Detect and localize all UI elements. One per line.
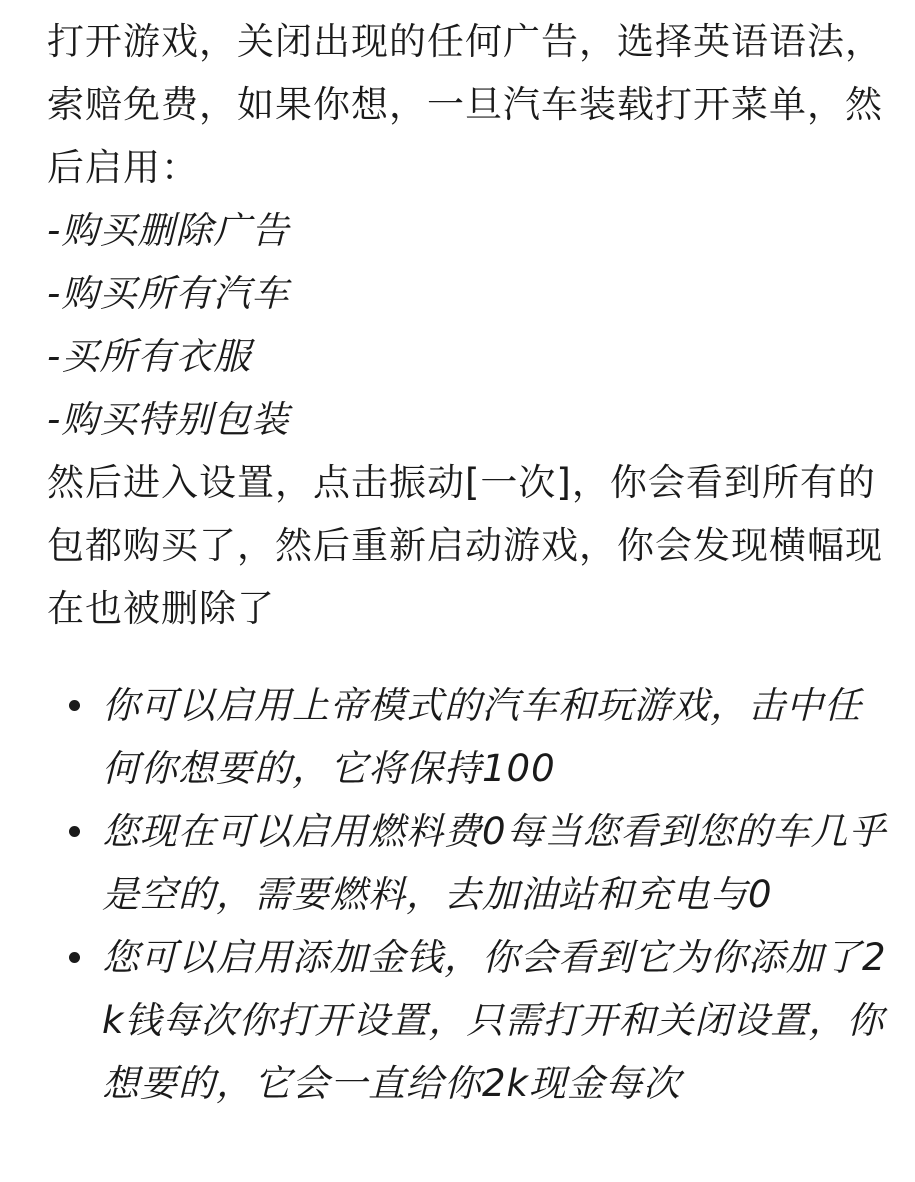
list-item: -购买所有汽车 [47, 272, 290, 315]
list-item: -购买特别包装 [47, 398, 290, 441]
settings-paragraph: 然后进入设置，点击振动[一次]，你会看到所有的包都购买了，然后重新启动游戏，你会发现横幅现在也被删除了 [47, 461, 883, 630]
bullet-text: 你可以启用上帝模式的汽车和玩游戏，击中任何你想要的，它将保持100 [102, 684, 862, 790]
bullet-dot-icon [69, 700, 80, 711]
bullet-text: 您可以启用添加金钱，你会看到它为你添加了2k钱每次你打开设置，只需打开和关闭设置，你想要的，它会一直给你2k现金每次 [102, 936, 887, 1105]
intro-paragraph: 打开游戏，关闭出现的任何广告，选择英语语法，索赔免费，如果你想，一旦汽车装载打开菜单，然后启用： [47, 20, 883, 189]
document-body [47, 10, 887, 1115]
bullet-dot-icon [69, 952, 80, 963]
list-item: -购买删除广告 [47, 209, 290, 252]
bullet-dot-icon [69, 826, 80, 837]
bullet-text: 您现在可以启用燃料费0每当您看到您的车几乎是空的，需要燃料，去加油站和充电与0 [102, 810, 887, 916]
bullet-item-god-mode [47, 674, 887, 800]
bullet-item-fuel [47, 800, 887, 926]
feature-list [47, 199, 887, 451]
list-item: -买所有衣服 [47, 335, 252, 378]
bullet-item-money [47, 926, 887, 1115]
bullet-list [47, 674, 887, 1115]
